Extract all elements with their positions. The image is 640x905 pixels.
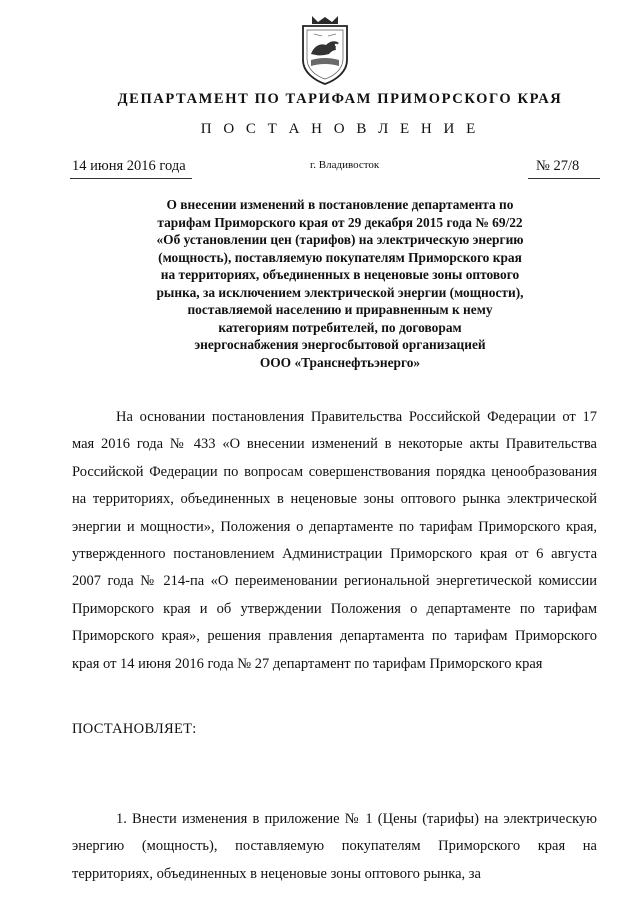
subject-line: энергоснабжения энергосбытовой организацией <box>194 337 486 352</box>
subject-line: (мощность), поставляемую покупателям Приморского края <box>158 249 522 265</box>
coat-of-arms-icon <box>298 14 352 86</box>
subject-line: тарифам Приморского края от 29 декабря 2015 года № 69/22 <box>157 214 523 230</box>
subject-line: на территориях, объединенных в неценовые зоны оптового <box>160 267 520 282</box>
subject-line: О внесении изменений в постановление департамента по <box>166 197 514 212</box>
subject-line: категориям потребителей, по договорам <box>218 319 462 335</box>
subject-line: поставляемой населению и приравненным к нему <box>187 302 493 317</box>
document-date: 14 июня 2016 года <box>72 158 186 174</box>
subject-line: ООО «Транснефтьэнерго» <box>259 354 421 370</box>
resolves-heading: ПОСТАНОВЛЯЕТ: <box>72 721 197 737</box>
document-type-heading: П О С Т А Н О В Л Е Н И Е <box>200 121 480 137</box>
document-number: № 27/8 <box>536 158 580 174</box>
number-underline <box>528 178 600 179</box>
document-subject <box>110 196 570 371</box>
department-title: ДЕПАРТАМЕНТ ПО ТАРИФАМ ПРИМОРСКОГО КРАЯ <box>117 91 563 107</box>
date-underline <box>70 178 192 179</box>
subject-line: рынка, за исключением электрической энергии (мощности), <box>156 284 524 300</box>
clause-1-paragraph: 1. Внести изменения в приложение № 1 (Цены (тарифы) на электрическую энергию (мощность), поставляемую покупателям Приморского края на территориях, объединенных в неценовые зоны оптового рынка, за <box>72 811 597 882</box>
subject-line: «Об установлении цен (тарифов) на электрическую энергию <box>156 232 524 247</box>
document-city: г. Владивосток <box>310 159 380 171</box>
preamble-paragraph: На основании постановления Правительства Российской Федерации от 17 мая 2016 года № 433 «О внесении изменений в некоторые акты Правительства Российской Федерации по вопросам совершенствования порядка ценообразования на территориях, объединенных в неценовые зоны оптового рынка электрической энергии и мощности», Положения о департаменте по тарифам Приморского края, утвержденного постановлением Администрации Приморского края от 6 августа 2007 года № 214-па «О переименовании региональной энергетической комиссии Приморского края и об утверждении Положения о департаменте по тарифам Приморского края», решения правления департамента по тарифам Приморского края от 14 июня 2016 года № 27 департамент по тарифам Приморского края <box>72 409 597 672</box>
